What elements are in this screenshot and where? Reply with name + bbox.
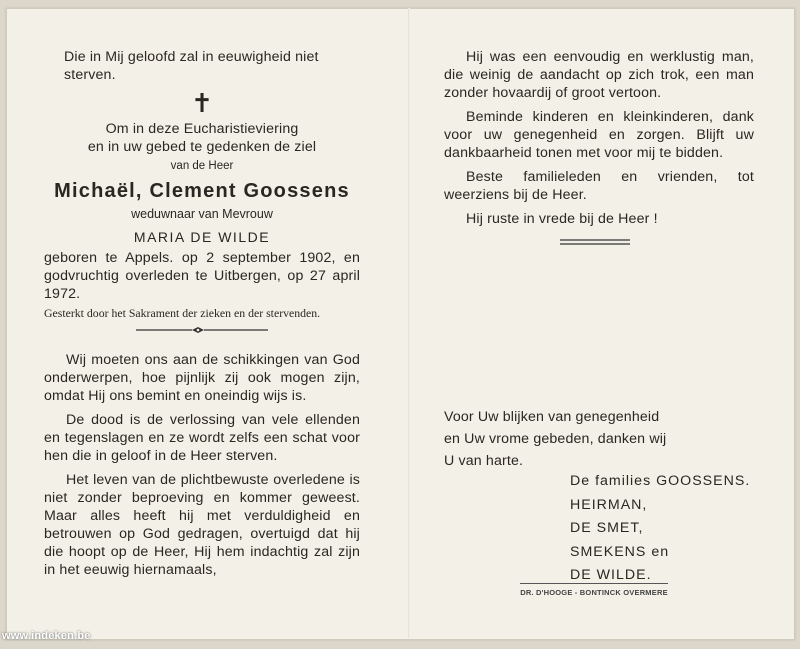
right-paragraph-3: Beste familieleden en vrienden, tot weerziens bij de Heer.: [444, 169, 754, 203]
thanks-block: [444, 408, 764, 470]
ornament-divider: [44, 323, 360, 337]
widower-of: weduwnaar van Mevrouw: [131, 207, 273, 221]
paragraph-2: De dood is de verlossing van vele ellenden en tegenslagen en ze wordt zelfs een schat voor hen die in geloof in de Heer sterven.: [44, 412, 360, 464]
printer-rule: [520, 583, 668, 584]
right-paragraph-4: Hij ruste in vrede bij de Heer !: [466, 211, 658, 227]
sacrament-note: Gesterkt door het Sakrament der zieken en der stervenden.: [44, 306, 321, 320]
left-panel: [44, 48, 360, 579]
verse-line-2: sterven.: [64, 67, 116, 83]
family-line-1: De families GOOSSENS.: [570, 473, 751, 489]
family-line-3: DE SMET,: [570, 520, 644, 536]
verse-line-1: Die in Mij geloofd zal in eeuwigheid niet: [64, 49, 319, 65]
family-line-4: SMEKENS en: [570, 543, 670, 560]
right-paragraph-2: Beminde kinderen en kleinkinderen, dank voor uw genegenheid en zorgen. Blijft uw dankbaarheid tonen met voor mij te bidden.: [444, 109, 754, 161]
van-de-heer: van de Heer: [170, 160, 234, 172]
double-rule-icon: [560, 238, 630, 246]
family-line-5: DE WILDE.: [570, 567, 652, 583]
family-line-2: HEIRMAN,: [570, 496, 648, 513]
card-fold: [408, 8, 410, 638]
spouse-name: MARIA DE WILDE: [133, 229, 271, 245]
right-paragraph-1: Hij was een eenvoudig en werklustig man, die weinig de aandacht op zich trok, een man zonder hovaardij of groot vertoon.: [444, 49, 754, 101]
intro-line-2: en in uw gebed te gedenken de ziel: [87, 139, 317, 155]
paragraph-1: Wij moeten ons aan de schikkingen van God onderwerpen, hoe pijnlijk zij ook mogen zijn, omdat Hij ons bemint en oneindig wijs is.: [44, 352, 360, 404]
deceased-name: Michaël, Clement Goossens: [54, 180, 350, 202]
thanks-line-2: en Uw vrome gebeden, danken wij: [444, 431, 667, 447]
printer-credit: DR. D'HOOGE - BONTINCK OVERMERE: [520, 588, 668, 597]
cross-icon: ✝: [191, 89, 213, 119]
paragraph-3: Het leven van de plichtbewuste overledene is niet zonder beproeving en kommer geweest. Maar alles heeft hij met verduldigheid en betrouwen op God gedragen, overtuigd dat hij die hoopt op de Heer, Hij hem indachtig zal zijn in het eeuwig hiernamaals,: [44, 472, 360, 578]
families-block: [570, 470, 770, 588]
right-panel: [444, 48, 754, 258]
double-rule-divider: [444, 236, 754, 250]
thanks-line-1: Voor Uw blijken van genegenheid: [444, 409, 660, 425]
intro-line-1: Om in deze Eucharistieviering: [105, 121, 299, 137]
ornament-icon: [136, 325, 268, 335]
site-watermark: www.indeken.be: [2, 630, 91, 642]
born-died-text: geboren te Appels. op 2 september 1902, en godvruchtig overleden te Uitbergen, op 27 april 1972.: [44, 250, 360, 302]
thanks-line-3: U van harte.: [444, 453, 524, 469]
